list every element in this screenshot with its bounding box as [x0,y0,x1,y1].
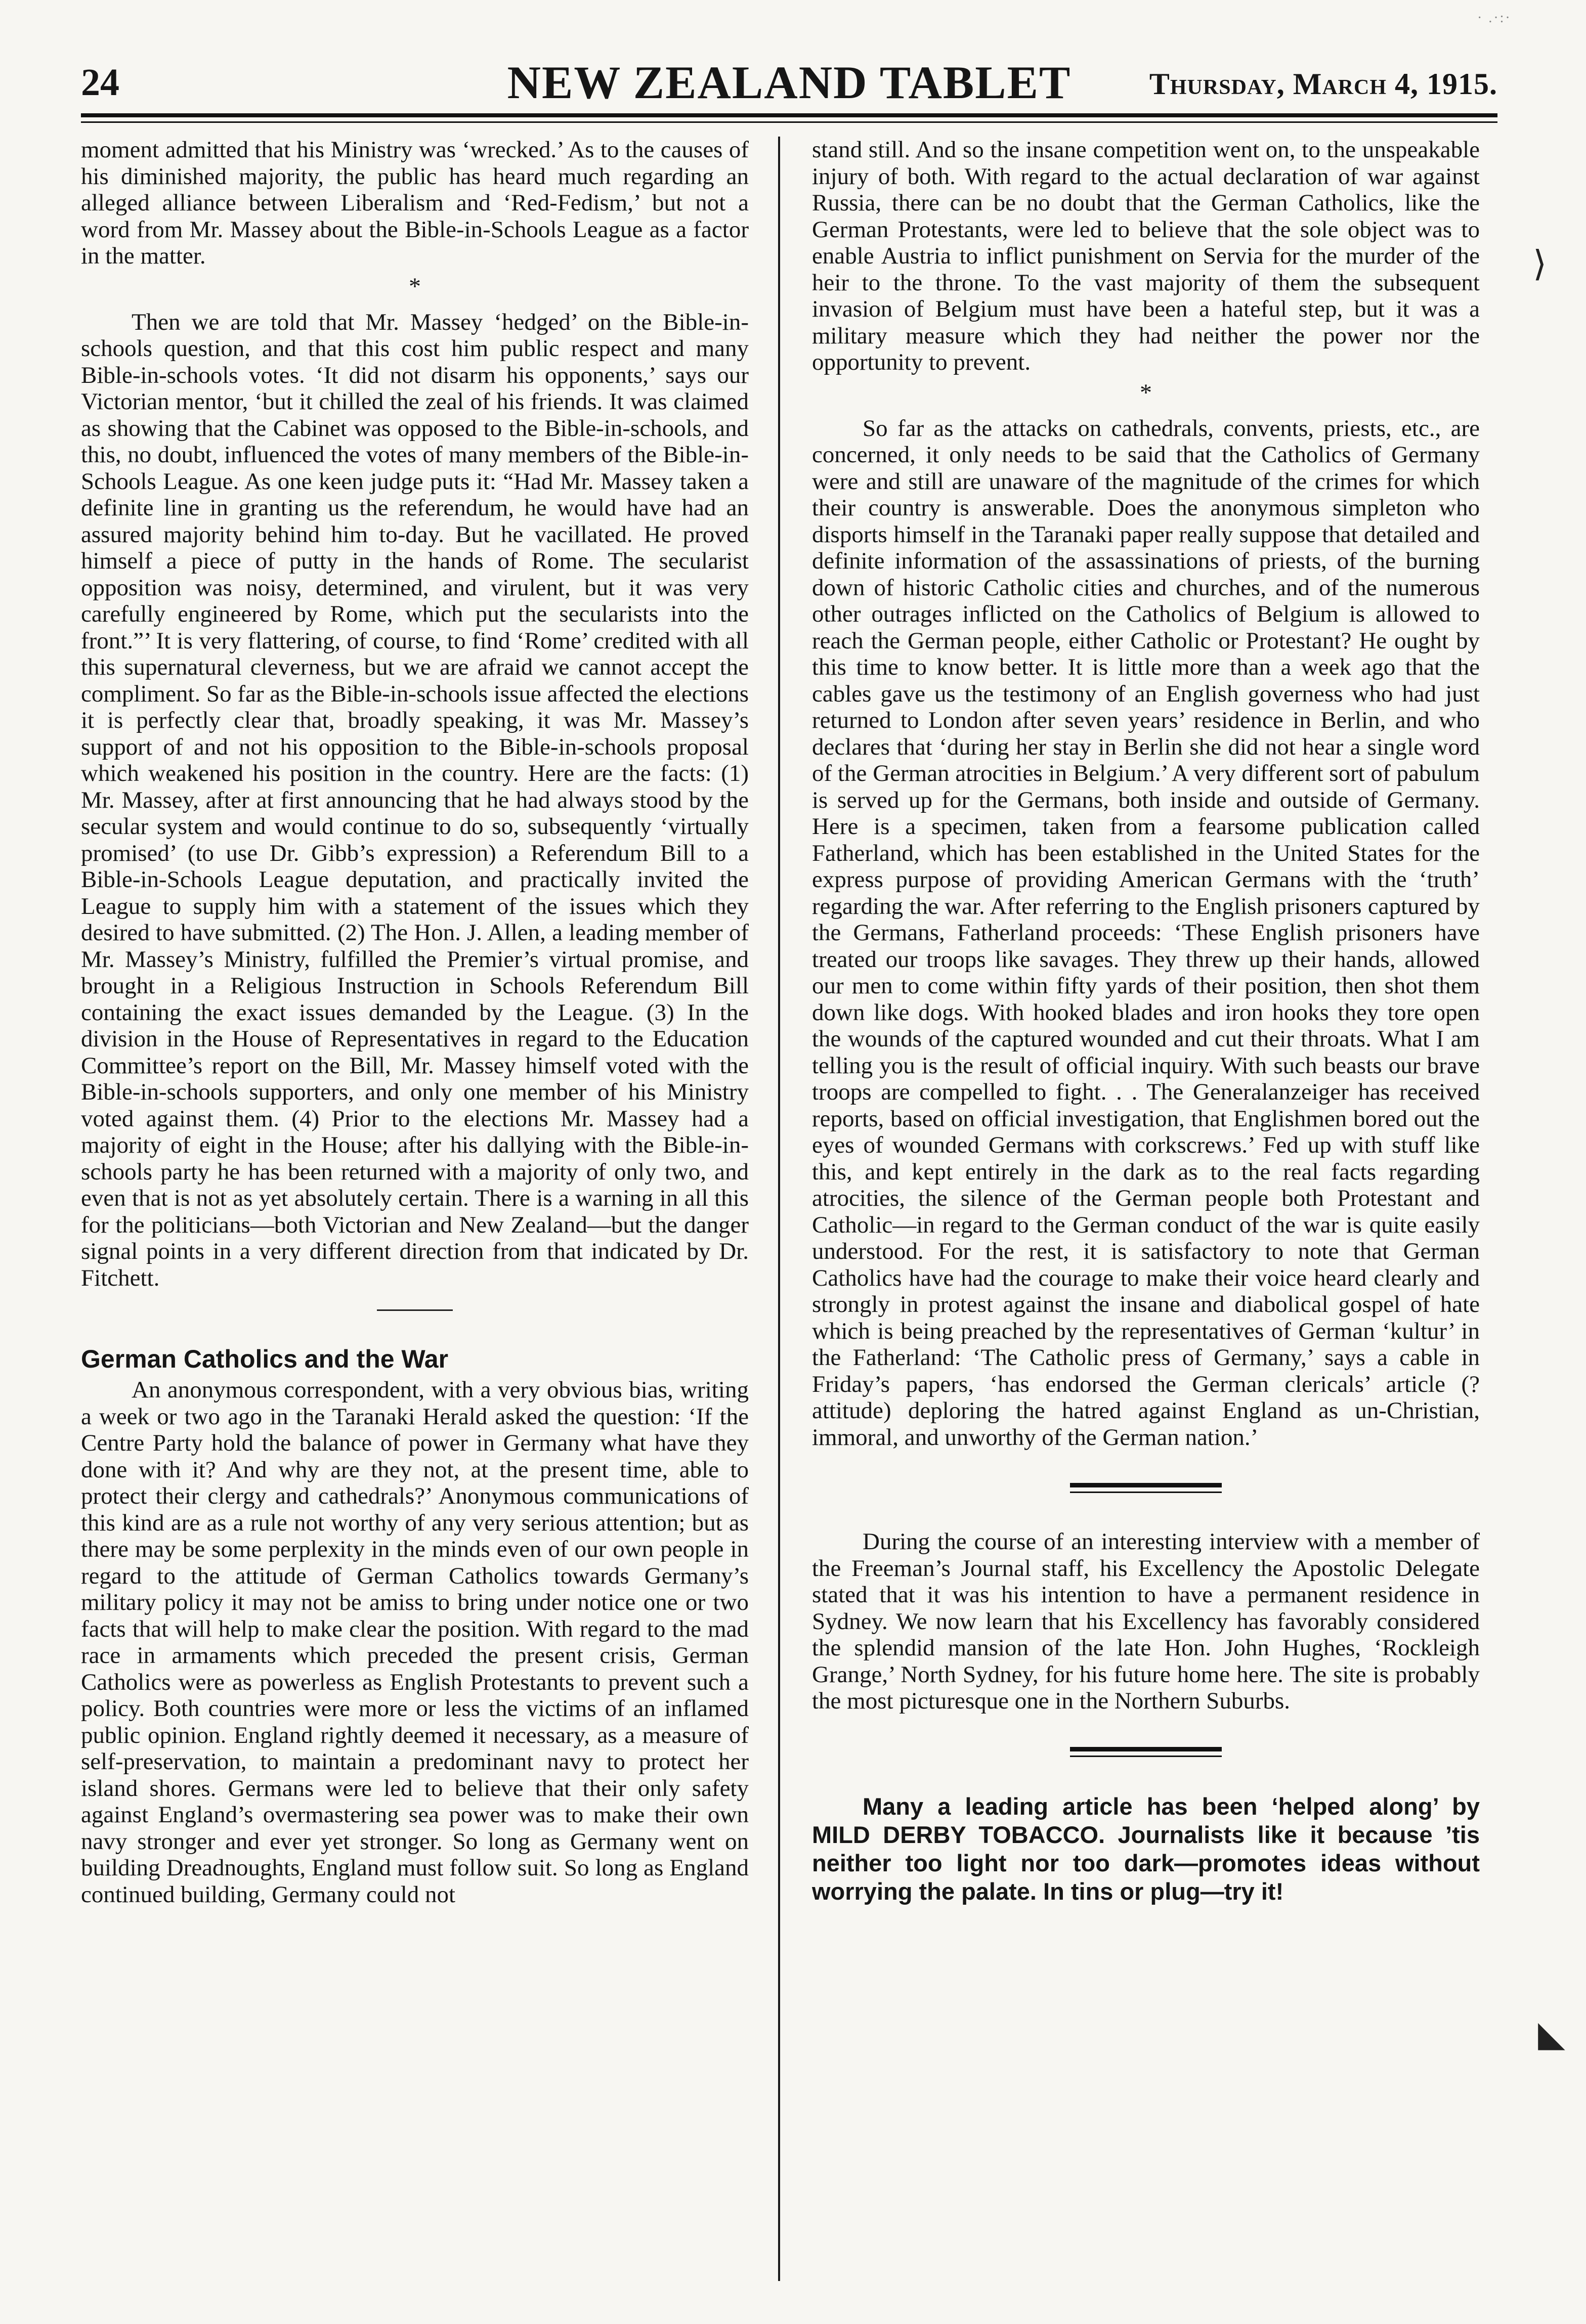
tobacco-advertisement: Many a leading article has been ‘helped along’ by MILD DERBY TOBACCO. Journalists like it because ’tis neither too light nor too dark—promotes ideas without worrying the palate. In tins or plug—try it! [812,1792,1480,1905]
right-paragraph-2: So far as the attacks on cathedrals, convents, priests, etc., are concerned, it only needs to be said that the Catholics of Germany were and still are unaware of the magnitude of the crimes for which their country is answerable. Does the anonymous simpleton who disports himself in the Taranaki paper really suppose that detailed and definite information of the assassinations of priests, of the burning down of historic Catholic cities and churches, and of the numerous other outrages inflicted on the Catholics of Belgium is allowed to reach the German people, either Catholic or Protestant? He ought by this time to know better. It is little more than a week ago that the cables gave us the testimony of an English governess who had just returned to London after seven years’ residence in Berlin, and who declares that ‘during her stay in Berlin she did not hear a single word of the German atrocities in Belgium.’ A very different sort of pabulum is served up for the Germans, both inside and outside of Germany. Here is a specimen, taken from a fearsome publication called Fatherland, which has been established in the United States for the express purpose of providing American Germans with the ‘truth’ regarding the war. After referring to the English prisoners captured by the Germans, Fatherland proceeds: ‘These English prisoners have treated our troops like savages. They threw up their hands, allowed our men to come within fifty yards of their position, then shot them down like dogs. With hooked blades and iron hooks they tore open the wounds of the captured wounded and cut their throats. What I am telling you is the result of official inquiry. With such beasts our brave troops are compelled to fight. . . The Generalanzeiger has received reports, based on official investigation, that Englishmen bored out the eyes of wounded Germans with corkscrews.’ Fed up with stuff like this, and kept entirely in the dark as to the real facts regarding atrocities, the silence of the German people both Protestant and Catholic—in regard to the German conduct of the war is quite easily understood. For the rest, it is satisfactory to note that German Catholics have had the courage to make their voice heard clearly and strongly in protest against the insane and diabolical gospel of hate which is being preached by the representatives of German ‘kultur’ in the Fatherland: ‘The Catholic press of Germany,’ says a cable in Friday’s papers, ‘has endorsed the German clericals’ article (? attitude) deploring the hatred against England as un-Christian, immoral, and unworthy of the German nation.’ [812,415,1480,1451]
right-paragraph-3: During the course of an interesting interview with a member of the Freeman’s Journal staff, his Excellency the Apostolic Delegate stated that it was his intention to have a permanent residence in Sydney. We now learn that his Excellency has favorably considered the splendid mansion of the late Hon. John Hughes, ‘Rockleigh Grange,’ North Sydney, for his future home here. The site is probably the most picturesque one in the Northern Suburbs. [812,1528,1480,1714]
asterisk-separator: * [1140,379,1152,406]
margin-arrow-mark: ◣ [1538,2015,1565,2054]
right-paragraph-1: stand still. And so the insane competition went on, to the unspeakable injury of both. With regard to the actual declaration of war against Russia, there can be no doubt that the German Catholics, like the German Protestants, were led to believe that the sole object was to enable Austria to inflict punishment on Servia for the murder of the heir to the throne. To the vast majority of them the subsequent invasion of Belgium must have been a hateful step, but it was a military measure which they had neither the power nor the opportunity to prevent. [812,137,1480,375]
page-number: 24 [81,61,119,104]
double-rule-divider [812,1747,1480,1757]
left-paragraph-1: moment admitted that his Ministry was ‘wrecked.’ As to the causes of his diminished majority, the public has heard much regarding an alleged alliance between Liberalism and ‘Red-Fedism,’ but not a word from Mr. Massey about the Bible-in-Schools League as a factor in the matter. [81,137,749,269]
masthead-rule-thick [81,113,1497,117]
section-divider [377,1309,453,1311]
scan-speckle: · .·:· [1477,10,1512,26]
left-paragraph-3: An anonymous correspondent, with a very obvious bias, writing a week or two ago in the Taranaki Herald asked the question: ‘If the Centre Party hold the balance of power in Germany what have they done with it? And why are they not, at the present time, able to protect their clergy and cathedrals?’ Anonymous communications of this kind are as a rule not worthy of any very serious attention; but as there may be some perplexity in the minds even of our own people in regard to the attitude of German Catholics towards Germany’s military policy it may not be amiss to bring under notice one or two facts that will help to make clear the position. With regard to the mad race in armaments which preceded the present crisis, German Catholics were as powerless as English Protestants to prevent such a policy. Both countries were more or less the victims of an inflamed public opinion. England rightly deemed it necessary, as a measure of self-preservation, to maintain a predominant navy to protect her island shores. Germans were led to believe that their only safety against England’s overmastering sea power was to make their own navy stronger and ever yet stronger. So long as Germany went on building Dreadnoughts, England must follow suit. So long as England continued building, Germany could not [81,1377,749,1908]
issue-date: Thursday, March 4, 1915. [1149,67,1497,101]
newspaper-title: NEW ZEALAND TABLET [507,57,1071,108]
asterisk-separator: * [409,273,421,300]
right-column [812,137,1480,1906]
section-heading: German Catholics and the War [81,1345,449,1373]
left-paragraph-2: Then we are told that Mr. Massey ‘hedged’ on the Bible-in-schools question, and that this cost him public respect and many Bible-in-schools votes. ‘It did not disarm his opponents,’ says our Victorian mentor, ‘but it chilled the zeal of his friends. It was claimed as showing that the Cabinet was opposed to the Bible-in-schools, and this, no doubt, influenced the votes of many members of the Bible-in-Schools League. As one keen judge puts it: “Had Mr. Massey taken a definite line in granting us the referendum, he would have had an assured majority behind him to-day. But he vacillated. He proved himself a piece of putty in the hands of Rome. The secularist opposition was noisy, determined, and virulent, but it was very carefully engineered by Rome, which put the secularists into the front.”’ It is very flattering, of course, to find ‘Rome’ credited with all this supernatural cleverness, but we are afraid we cannot accept the compliment. So far as the Bible-in-schools issue affected the elections it is perfectly clear that, broadly speaking, it was Mr. Massey’s support of and not his opposition to the Bible-in-schools proposal which weakened his position in the country. Here are the facts: (1) Mr. Massey, after at first announcing that he had always stood by the secular system and would continue to do so, subsequently ‘virtually promised’ (to use Dr. Gibb’s expression) a Referendum Bill to a Bible-in-Schools League deputation, and practically invited the League to supply him with a statement of the issues which they desired to have submitted. (2) The Hon. J. Allen, a leading member of Mr. Massey’s Ministry, fulfilled the Premier’s virtual promise, and brought in a Religious Instruction in Schools Referendum Bill containing the exact issues demanded by the League. (3) In the division in the House of Representatives in regard to the Education Committee’s report on the Bill, Mr. Massey himself voted with the Bible-in-schools supporters, and only one member of his Ministry voted against them. (4) Prior to the elections Mr. Massey had a majority of eight in the House; after his dallying with the Bible-in-schools party he has been returned with a majority of only two, and even that is not as yet absolutely certain. There is a warning in all this for the politicians—both Victorian and New Zealand—but the danger signal points in a very different direction from that indicated by Dr. Fitchett. [81,309,749,1291]
thin-rule [1070,1756,1222,1757]
left-column [81,137,749,1908]
margin-bracket-mark: ⟩ [1533,245,1547,284]
masthead-rule-thin [81,121,1497,123]
double-rule-divider [812,1483,1480,1493]
masthead [81,56,1497,111]
thick-rule [1070,1747,1222,1751]
thick-rule [1070,1483,1222,1487]
thin-rule [1070,1492,1222,1493]
column-divider [778,137,780,2281]
